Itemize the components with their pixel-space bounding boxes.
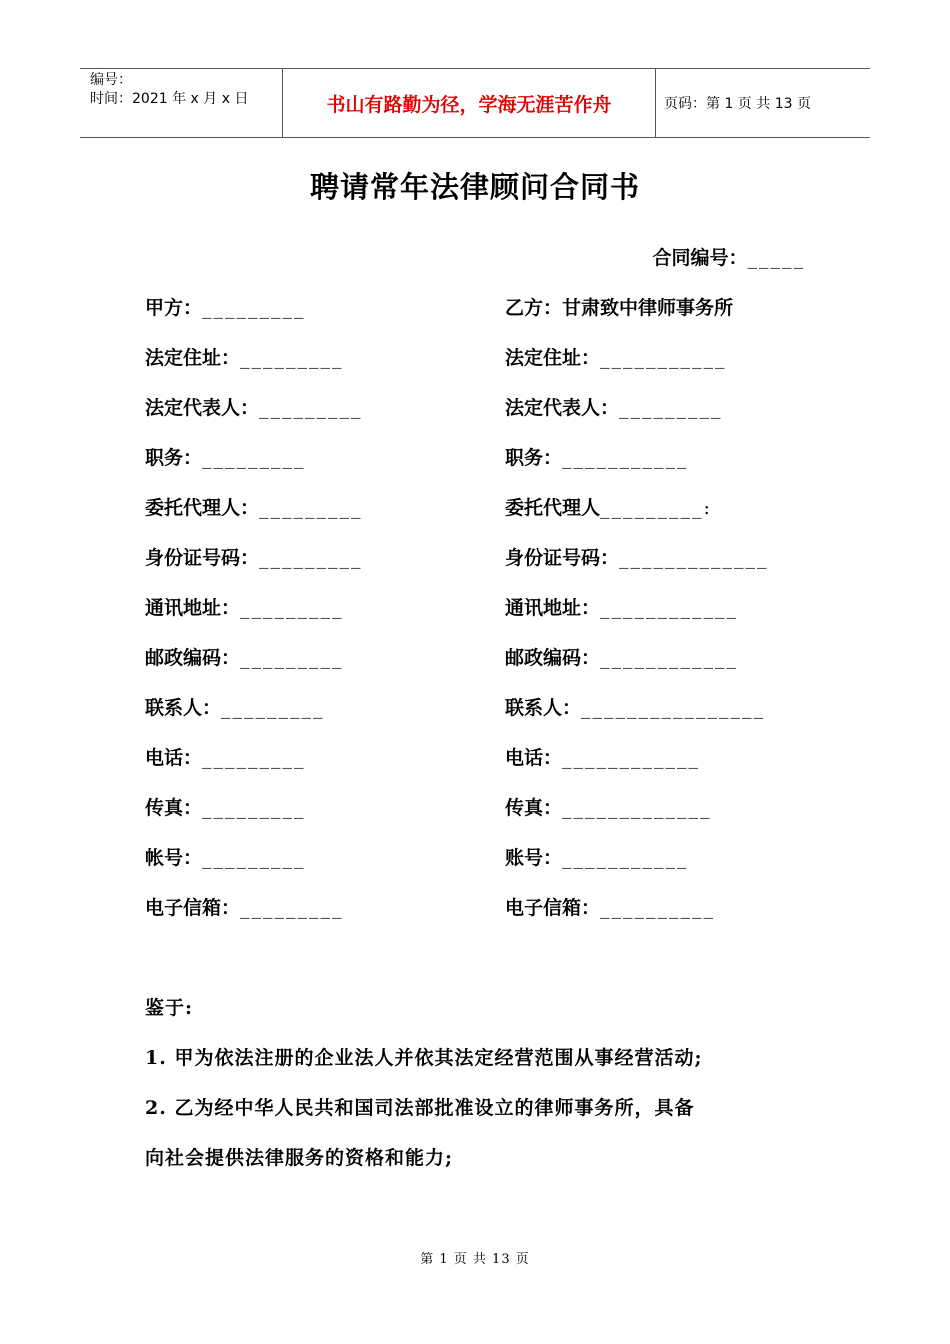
party-b-field-row [505,893,715,920]
header-meta [80,69,282,137]
contract-number [652,243,805,270]
party-b-field-row [505,343,727,370]
party-b-field-label: 电子信箱： [505,897,601,919]
party-a-field-blank[interactable]: _________ [202,447,306,469]
party-b-field-row [505,443,689,470]
page-footer: 第 1 页 共 13 页 [420,1252,530,1267]
party-b-field-label: 委托代理人 [505,497,601,519]
party-b-field-row [505,543,769,570]
header-motto: 书山有路勤为径，学海无涯苦作舟 [282,69,656,137]
party-a-field-blank[interactable]: _________ [259,547,363,569]
time-label: 时间：2021 年 x 月 x 日 [90,91,249,107]
party-a-field-blank[interactable]: _________ [240,897,344,919]
party-b-field-label: 账号： [505,847,563,869]
header-page-info: 页码：第 1 页 共 13 页 [664,96,811,112]
party-b-field-row [505,593,738,620]
document-header [80,68,870,138]
party-a-field-label: 联系人： [145,697,222,719]
party-b-field-blank[interactable]: ____________ [600,597,739,619]
party-a-field-label: 邮政编码： [145,647,241,669]
party-a-field-row [145,643,344,670]
party-b-field-row [505,793,712,820]
party-b-field-row [505,393,723,420]
party-b-field-label: 法定代表人： [505,397,620,419]
contract-number-label: 合同编号： [652,247,748,269]
party-a-field-blank[interactable]: _________ [202,297,306,319]
party-a-field-blank[interactable]: _________ [202,747,306,769]
party-a-field-blank[interactable]: _________ [202,847,306,869]
party-a-field-row [145,543,363,570]
party-b-field-label: 传真： [505,797,563,819]
party-a-field-blank[interactable]: _________ [240,647,344,669]
party-b-field-blank[interactable]: __________ [600,897,716,919]
recital-item-2-line-1: 2. 乙为经中华人民共和国司法部批准设立的律师事务所，具备 [145,1097,695,1119]
party-a-field-row [145,893,344,920]
party-a-field-label: 职务： [145,447,203,469]
party-a-field-blank[interactable]: _________ [240,347,344,369]
party-b-field-label: 法定住址： [505,347,601,369]
party-a-field-row [145,443,306,470]
party-a-field-row [145,743,306,770]
party-a-field-label: 电子信箱： [145,897,241,919]
party-a-field-label: 甲方： [145,297,203,319]
party-b-field-row [505,293,733,320]
party-b-field-blank[interactable]: _____________ [619,547,769,569]
party-b-field-blank[interactable]: ________________ [581,697,766,719]
party-a-field-label: 委托代理人： [145,497,260,519]
party-b-field-blank[interactable]: ___________ [562,447,689,469]
party-a-field-row [145,843,306,870]
recital-item-2-line-2: 向社会提供法律服务的资格和能力; [145,1147,454,1169]
recitals-heading: 鉴于: [145,997,194,1019]
party-b-field-label: 乙方：甘肃致中律师事务所 [505,297,734,319]
party-b-field-blank[interactable]: ___________ [600,347,727,369]
party-b-field-blank[interactable]: ____________ [600,647,739,669]
party-a-field-blank[interactable]: _________ [259,497,363,519]
party-a-field-row [145,593,344,620]
party-b-field-row [505,843,689,870]
party-a-field-label: 通讯地址： [145,597,241,619]
party-a-field-row [145,693,325,720]
party-a-field-row [145,293,306,320]
recital-item-1: 1. 甲为依法注册的企业法人并依其法定经营范围从事经营活动; [145,1047,703,1069]
party-a-field-row [145,343,344,370]
party-b-field-row [505,493,712,520]
party-b-field-blank[interactable]: _____________ [562,797,712,819]
party-a-field-label: 身份证号码： [145,547,260,569]
party-a-field-row [145,793,306,820]
party-a-field-label: 法定代表人： [145,397,260,419]
party-a-field-blank[interactable]: _________ [240,597,344,619]
party-a-field-blank[interactable]: _________ [259,397,363,419]
party-b-field-label: 联系人： [505,697,582,719]
party-a-field-row [145,493,363,520]
contract-number-blank: _____ [747,247,805,269]
party-b-field-row [505,743,700,770]
party-b-field-label: 邮政编码： [505,647,601,669]
party-b-field-label: 职务： [505,447,563,469]
party-b-field-label: 通讯地址： [505,597,601,619]
party-a-field-label: 法定住址： [145,347,241,369]
party-a-field-blank[interactable]: _________ [221,697,325,719]
party-a-field-label: 电话： [145,747,203,769]
party-a-field-row [145,393,363,420]
party-b-field-blank[interactable]: ___________ [562,847,689,869]
party-b-field-row [505,693,765,720]
document-title: 聘请常年法律顾问合同书 [309,170,640,204]
party-b-field-label: 身份证号码： [505,547,620,569]
party-b-field-row [505,643,738,670]
party-b-field-blank[interactable]: _________ [619,397,723,419]
party-a-field-blank[interactable]: _________ [202,797,306,819]
party-b-field-blank[interactable]: ____________ [562,747,701,769]
party-b-field-blank[interactable]: _________: [600,497,712,519]
party-a-field-label: 传真： [145,797,203,819]
number-label: 编号： [90,72,132,88]
party-a-field-label: 帐号： [145,847,203,869]
party-b-field-label: 电话： [505,747,563,769]
